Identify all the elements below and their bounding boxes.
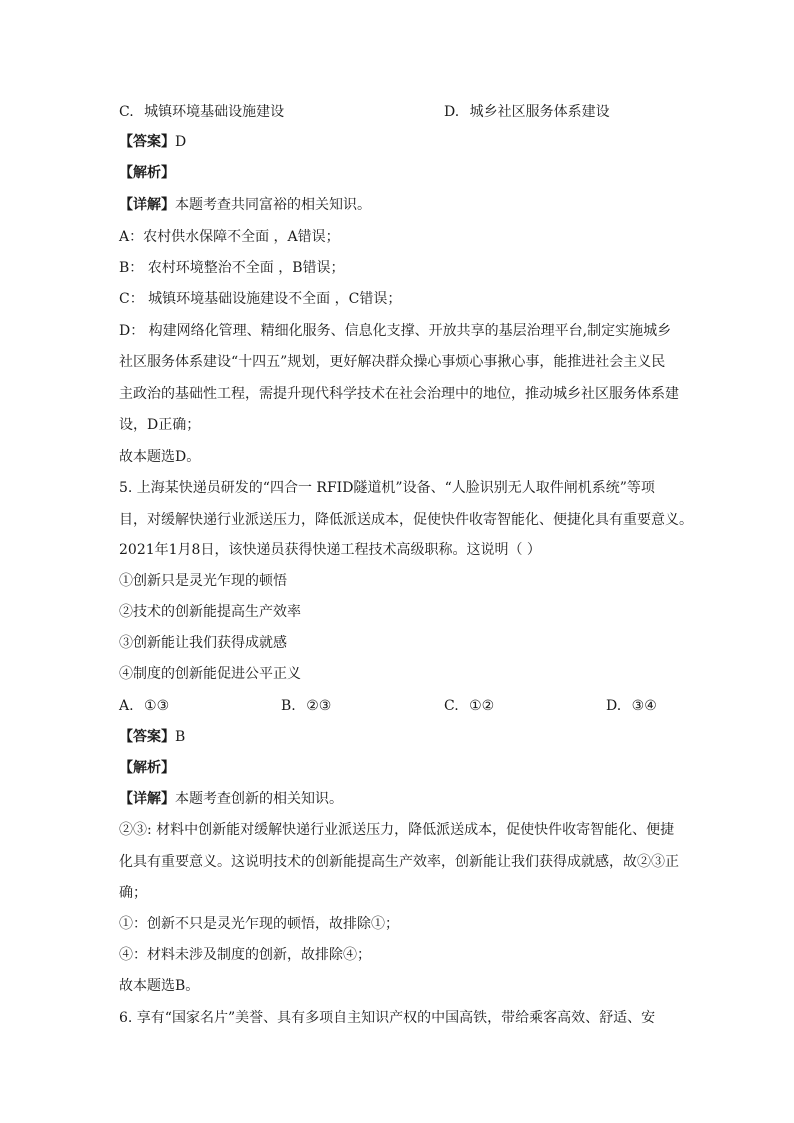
- q5-option-a: [119, 696, 169, 716]
- option-letter: D.: [444, 104, 460, 120]
- q4-option-c: [119, 102, 284, 122]
- q5-explanation-line2: 化具有重要意义。这说明技术的创新能提高生产效率，创新能让我们获得成就感，故②③正: [119, 854, 679, 870]
- q5-statement-4: ④制度的创新能促进公平正义: [119, 666, 301, 682]
- answer-label: 【答案】: [119, 729, 175, 745]
- option-text: ①②: [469, 698, 495, 714]
- q5-option-c: [444, 696, 494, 716]
- detail-text: 本题考查创新的相关知识。: [175, 791, 343, 807]
- q5-stem-line1: 5. 上海某快递员研发的“四合一 RFID隧道机”设备、“人脸识别无人取件闸机系统”等项: [119, 480, 655, 496]
- detail-text: 本题考查共同富裕的相关知识。: [175, 197, 371, 213]
- q4-option-d: [444, 102, 610, 122]
- q5-detail: [119, 789, 343, 809]
- q5-explanation-line3: 确；: [119, 885, 147, 901]
- option-letter: C.: [119, 104, 134, 120]
- option-text: ③④: [631, 698, 657, 714]
- q4-explanation-c: C： 城镇环境基础设施建设不全面 ，C错误；: [119, 291, 402, 307]
- option-letter: A.: [119, 698, 134, 714]
- option-letter: C.: [444, 698, 459, 714]
- detail-label: 【详解】: [119, 791, 175, 807]
- q5-statement-2: ②技术的创新能提高生产效率: [119, 604, 301, 620]
- option-text: 城镇环境基础设施建设: [144, 104, 285, 120]
- q5-explanation-line5: ④：材料未涉及制度的创新，故排除④；: [119, 947, 371, 963]
- q4-detail: [119, 195, 371, 215]
- q4-explanation-a: A：农村供水保障不全面 ，A错误；: [119, 229, 340, 245]
- q4-explanation-d-line4: 设，D正确；: [119, 417, 201, 433]
- q5-conclusion: 故本题选B。: [119, 978, 200, 994]
- answer-label: 【答案】: [119, 134, 175, 150]
- detail-label: 【详解】: [119, 197, 175, 213]
- q4-explanation-d-line3: 主政治的基础性工程，需提升现代科学技术在社会治理中的地位，推动城乡社区服务体系建: [119, 386, 679, 402]
- q4-explanation-d-line2: 社区服务体系建设“十四五”规划，更好解决群众操心事烦心事揪心事，能推进社会主义民: [119, 354, 666, 370]
- q4-explanation-d-line1: D： 构建网络化管理、精细化服务、信息化支撑、开放共享的基层治理平台,制定实施城乡: [119, 323, 672, 339]
- q5-stem-line3: 2021年1月8日，该快递员获得快递工程技术高级职称。这说明（ ）: [119, 542, 541, 558]
- q5-analysis-label: 【解析】: [119, 760, 175, 776]
- q5-answer: [119, 727, 185, 747]
- answer-value: B: [175, 729, 186, 745]
- q4-explanation-b: B： 农村环境整治不全面 ，B错误；: [119, 260, 345, 276]
- q5-stem-line2: 目，对缓解快递行业派送压力，降低派送成本，促使快件收寄智能化、便捷化具有重要意义。: [119, 512, 693, 528]
- answer-value: D: [175, 134, 187, 150]
- option-letter: B.: [281, 698, 296, 714]
- q5-explanation-line1: ②③: 材料中创新能对缓解快递行业派送压力，降低派送成本，促使快件收寄智能化、便捷: [119, 822, 675, 838]
- option-letter: D.: [606, 698, 622, 714]
- q5-statement-3: ③创新能让我们获得成就感: [119, 635, 287, 651]
- q4-conclusion: 故本题选D。: [119, 449, 201, 465]
- q4-analysis-label: 【解析】: [119, 165, 175, 181]
- q5-option-b: [281, 696, 331, 716]
- q4-answer: [119, 132, 186, 152]
- option-text: 城乡社区服务体系建设: [469, 104, 610, 120]
- option-text: ①③: [144, 698, 170, 714]
- q5-option-d: [606, 696, 657, 716]
- q5-explanation-line4: ①：创新不只是灵光乍现的顿悟，故排除①；: [119, 916, 399, 932]
- q5-statement-1: ①创新只是灵光乍现的顿悟: [119, 573, 287, 589]
- q6-stem-line1: 6. 享有“国家名片”美誉、具有多项自主知识产权的中国高铁，带给乘客高效、舒适、安: [119, 1010, 656, 1026]
- option-text: ②③: [306, 698, 332, 714]
